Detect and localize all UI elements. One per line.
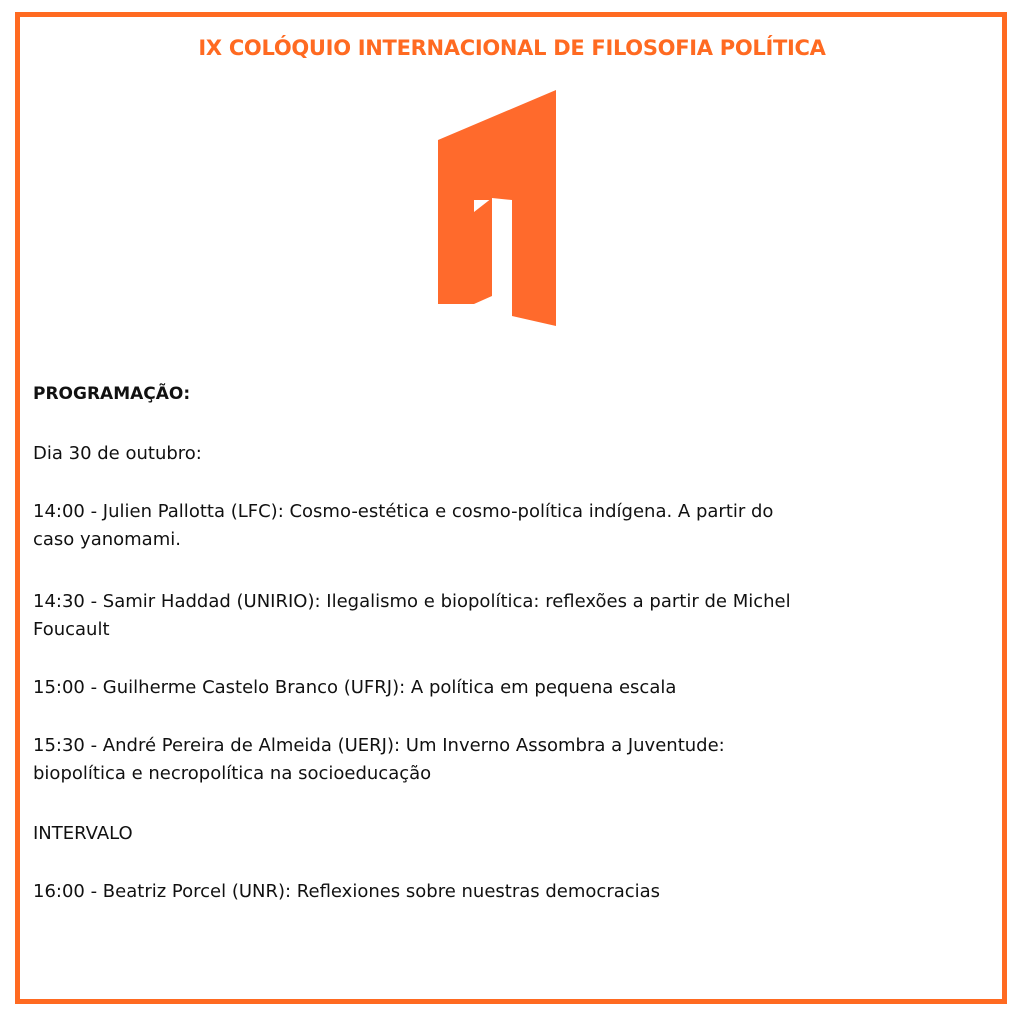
schedule-item-5 [33,878,660,906]
schedule-item-3 [33,674,676,702]
schedule-item-1 [33,498,773,554]
schedule-item-text: 15:00 - Guilherme Castelo Branco (UFRJ): A política em pequena escala [33,677,677,698]
schedule-item-4 [33,732,725,788]
intermission-label [33,820,133,848]
schedule-item-text: 15:30 - André Pereira de Almeida (UERJ): Um Inverno Assombra a Juventude: [33,735,725,756]
day-label: Dia 30 de outubro: [33,443,202,464]
schedule-item-text: 16:00 - Beatriz Porcel (UNR): Reflexiones sobre nuestras democracias [33,881,661,902]
schedule-item-text: 14:30 - Samir Haddad (UNIRIO): Ilegalismo e biopolítica: reflexões a partir de Michel [33,591,791,612]
schedule-item-text: Foucault [33,619,110,640]
program-heading: PROGRAMAÇÃO: [33,384,191,404]
schedule-item-text: 14:00 - Julien Pallotta (LFC): Cosmo-estética e cosmo-política indígena. A partir do [33,501,774,522]
event-title: IX COLÓQUIO INTERNACIONAL DE FILOSOFIA POLÍTICA [198,36,826,60]
schedule-item-2 [33,588,791,644]
schedule-item-text: caso yanomami. [33,529,181,550]
door-logo-icon [438,90,558,326]
schedule-item-text: biopolítica e necropolítica na socioeducação [33,763,432,784]
schedule-item-text: INTERVALO [33,823,133,844]
